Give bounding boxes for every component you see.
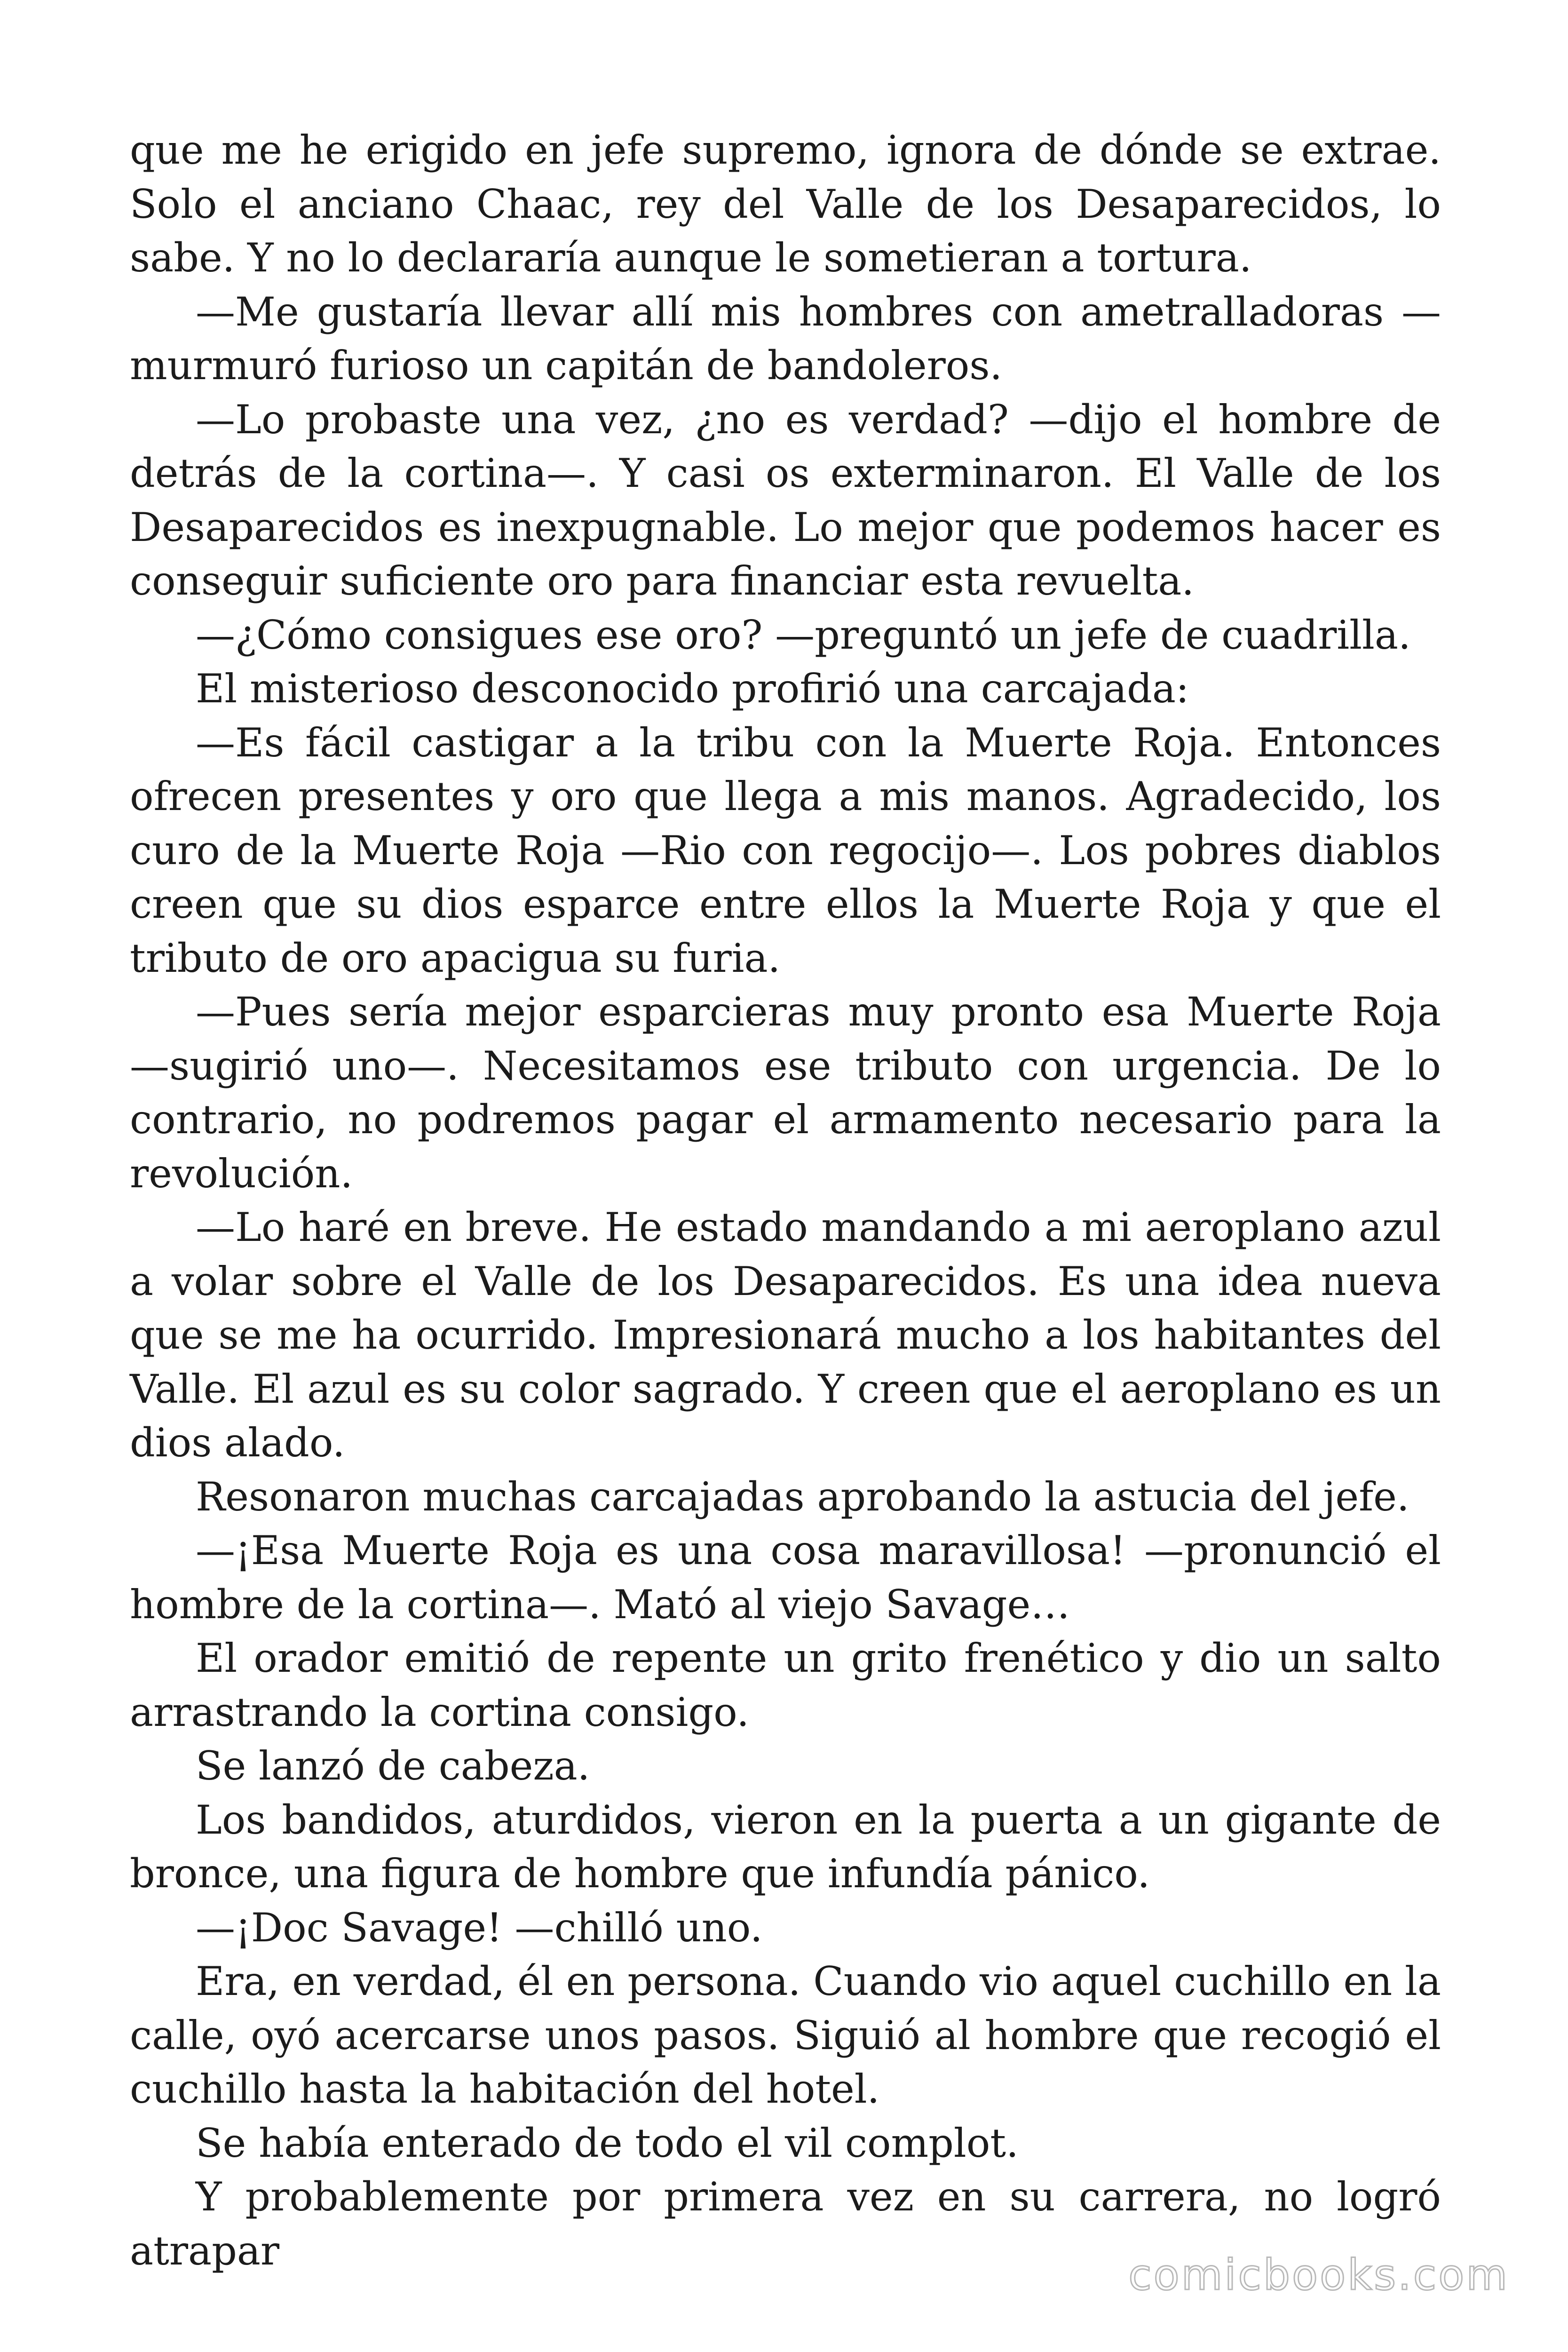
paragraph: —Pues sería mejor esparcieras muy pronto esa Muerte Roja —sugirió uno—. Necesitamos ese tributo con urgencia. De lo contrario, no podremos pagar el armamento necesario para la revolución.: [130, 989, 1441, 1197]
paragraph: Se había enterado de todo el vil complot.: [196, 2120, 1019, 2166]
paragraph: —Lo probaste una vez, ¿no es verdad? —dijo el hombre de detrás de la cortina—. Y casi os exterminaron. El Valle de los Desaparecidos es inexpugnable. Lo mejor que podemos hacer es conseguir suficiente oro para financiar esta revuelta.: [130, 396, 1441, 604]
paragraph: Se lanzó de cabeza.: [196, 1743, 590, 1789]
paragraph: El misterioso desconocido profirió una carcajada:: [196, 666, 1189, 712]
paragraph-last: Y probablemente por primera vez en su carrera, no logró atrapar: [130, 2174, 1441, 2274]
paragraph: —Es fácil castigar a la tribu con la Muerte Roja. Entonces ofrecen presentes y oro que llega a mis manos. Agradecido, los curo de la Muerte Roja —Rio con regocijo—. Los pobres diablos creen que su dios esparce entre ellos la Muerte Roja y que el tributo de oro apacigua su furia.: [130, 719, 1441, 981]
paragraph-continuation: que me he erigido en jefe supremo, ignora de dónde se extrae. Solo el anciano Chaac, rey del Valle de los Desaparecidos, lo sabe. Y no lo declararía aunque le sometieran a tortura.: [130, 127, 1441, 281]
paragraph: —¡Doc Savage! —chilló uno.: [196, 1904, 763, 1951]
paragraph: —¿Cómo consigues ese oro? —preguntó un jefe de cuadrilla.: [196, 612, 1411, 658]
page-body: [130, 123, 1441, 2278]
paragraph: Los bandidos, aturdidos, vieron en la puerta a un gigante de bronce, una figura de hombre que infundía pánico.: [130, 1796, 1441, 1897]
paragraph: —Me gustaría llevar allí mis hombres con ametralladoras —murmuró furioso un capitán de bandoleros.: [130, 288, 1441, 389]
paragraph: —¡Esa Muerte Roja es una cosa maravillosa! —pronunció el hombre de la cortina—. Mató al viejo Savage…: [130, 1527, 1441, 1628]
paragraph: Resonaron muchas carcajadas aprobando la astucia del jefe.: [196, 1473, 1410, 1520]
paragraph: Era, en verdad, él en persona. Cuando vio aquel cuchillo en la calle, oyó acercarse unos pasos. Siguió al hombre que recogió el cuchillo hasta la habitación del hotel.: [130, 1958, 1441, 2112]
paragraph: —Lo haré en breve. He estado mandando a mi aeroplano azul a volar sobre el Valle de los Desaparecidos. Es una idea nueva que se me ha ocurrido. Impresionará mucho a los habitantes del Valle. El azul es su color sagrado. Y creen que el aeroplano es un dios alado.: [130, 1204, 1441, 1466]
watermark: comicbooks.com: [1128, 2250, 1509, 2300]
paragraph: El orador emitió de repente un grito frenético y dio un salto arrastrando la cortina consigo.: [130, 1635, 1441, 1735]
